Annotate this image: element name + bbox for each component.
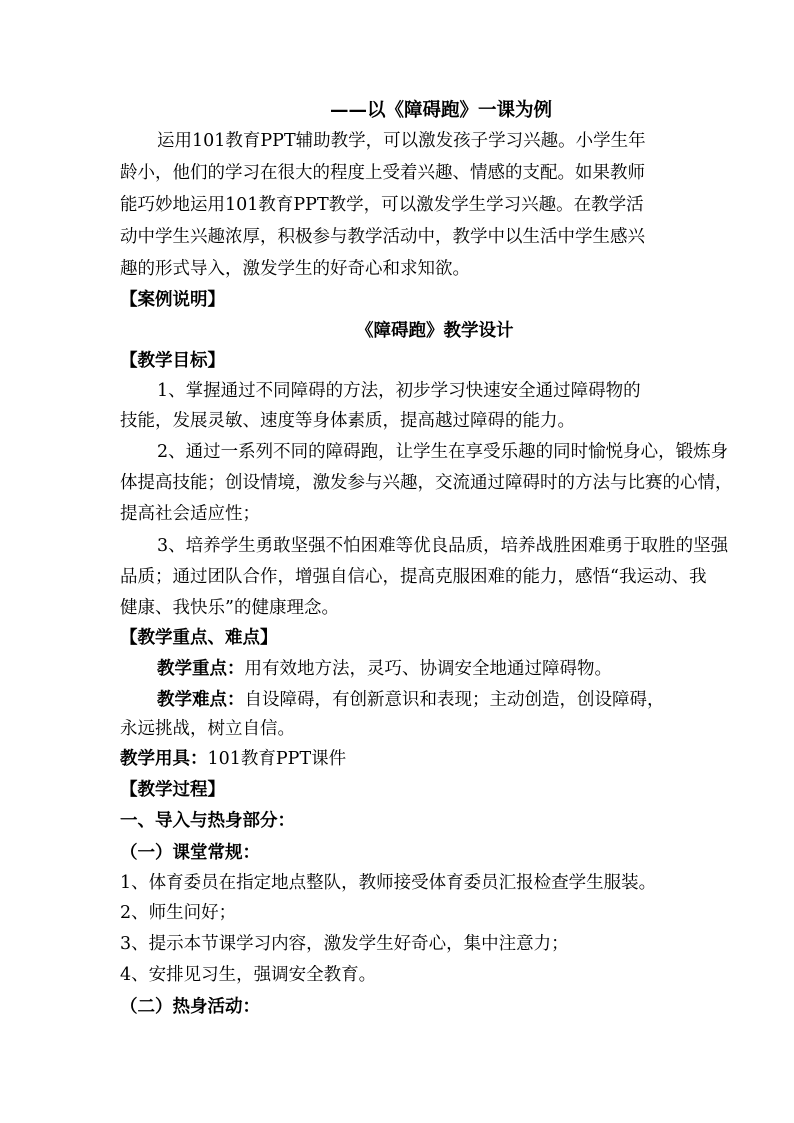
tools-label: 教学用具： — [120, 749, 208, 769]
process-section-1: 一、导入与热身部分： — [120, 811, 295, 831]
difficult-point-text: 自设障碍，有创新意识和表现；主动创造，创设障碍， — [244, 690, 665, 710]
tools-text: 101教育PPT课件 — [207, 749, 347, 769]
process-item-3: 3、提示本节课学习内容，激发学生好奇心，集中注意力； — [120, 934, 569, 954]
intro-line-2: 龄小，他们的学习在很大的程度上受着兴趣、情感的支配。如果教师 — [120, 163, 645, 183]
objective-line-4: 体提高技能；创设情境，激发参与兴趣，交流通过障碍时的方法与比赛的心情， — [120, 473, 733, 493]
process-heading: 【教学过程】 — [120, 780, 225, 800]
objective-line-3: 2、通过一系列不同的障碍跑，让学生在享受乐趣的同时愉悦身心，锻炼身 — [157, 442, 729, 462]
process-item-4: 4、安排见习生，强调安全教育。 — [120, 965, 377, 985]
objective-line-7: 品质；通过团队合作，增强自信心，提高克服困难的能力，感悟“我运动、我 — [120, 567, 707, 587]
process-sub-2: （二）热身活动： — [120, 997, 260, 1017]
design-title: 《障碍跑》教学设计 — [356, 321, 514, 341]
key-point-label: 教学重点： — [157, 659, 245, 679]
objective-line-6: 3、培养学生勇敢坚强不怕困难等优良品质，培养战胜困难勇于取胜的坚强 — [157, 536, 729, 556]
process-sub-1: （一）课堂常规： — [120, 843, 260, 863]
case-heading: 【案例说明】 — [120, 290, 225, 310]
intro-line-3: 能巧妙地运用101教育PPT教学，可以激发学生学习兴趣。在教学活 — [120, 195, 644, 215]
difficult-point-line — [157, 689, 665, 711]
key-points-heading: 【教学重点、难点】 — [120, 628, 278, 648]
subtitle: ——以《障碍跑》一课为例 — [330, 100, 553, 121]
difficult-point-line-2: 永远挑战，树立自信。 — [120, 719, 295, 739]
tools-line — [120, 748, 346, 770]
difficult-point-label: 教学难点： — [157, 690, 245, 710]
objectives-heading: 【教学目标】 — [120, 351, 225, 371]
key-point-line — [157, 658, 612, 680]
intro-line-4: 动中学生兴趣浓厚，积极参与教学活动中，教学中以生活中学生感兴 — [120, 227, 645, 247]
objective-line-1: 1、掌握通过不同障碍的方法，初步学习快速安全通过障碍物的 — [157, 381, 641, 401]
intro-line-5: 趣的形式导入，激发学生的好奇心和求知欲。 — [120, 259, 470, 279]
process-item-2: 2、师生问好； — [120, 903, 237, 923]
process-item-1: 1、体育委员在指定地点整队，教师接受体育委员汇报检查学生服装。 — [120, 873, 657, 893]
objective-line-2: 技能，发展灵敏、速度等身体素质，提高越过障碍的能力。 — [120, 411, 575, 431]
objective-line-8: 健康、我快乐”的健康理念。 — [120, 598, 339, 618]
intro-line-1: 运用101教育PPT辅助教学，可以激发孩子学习兴趣。小学生年 — [157, 131, 646, 151]
key-point-text: 用有效地方法，灵巧、协调安全地通过障碍物。 — [244, 659, 612, 679]
objective-line-5: 提高社会适应性； — [120, 504, 260, 524]
